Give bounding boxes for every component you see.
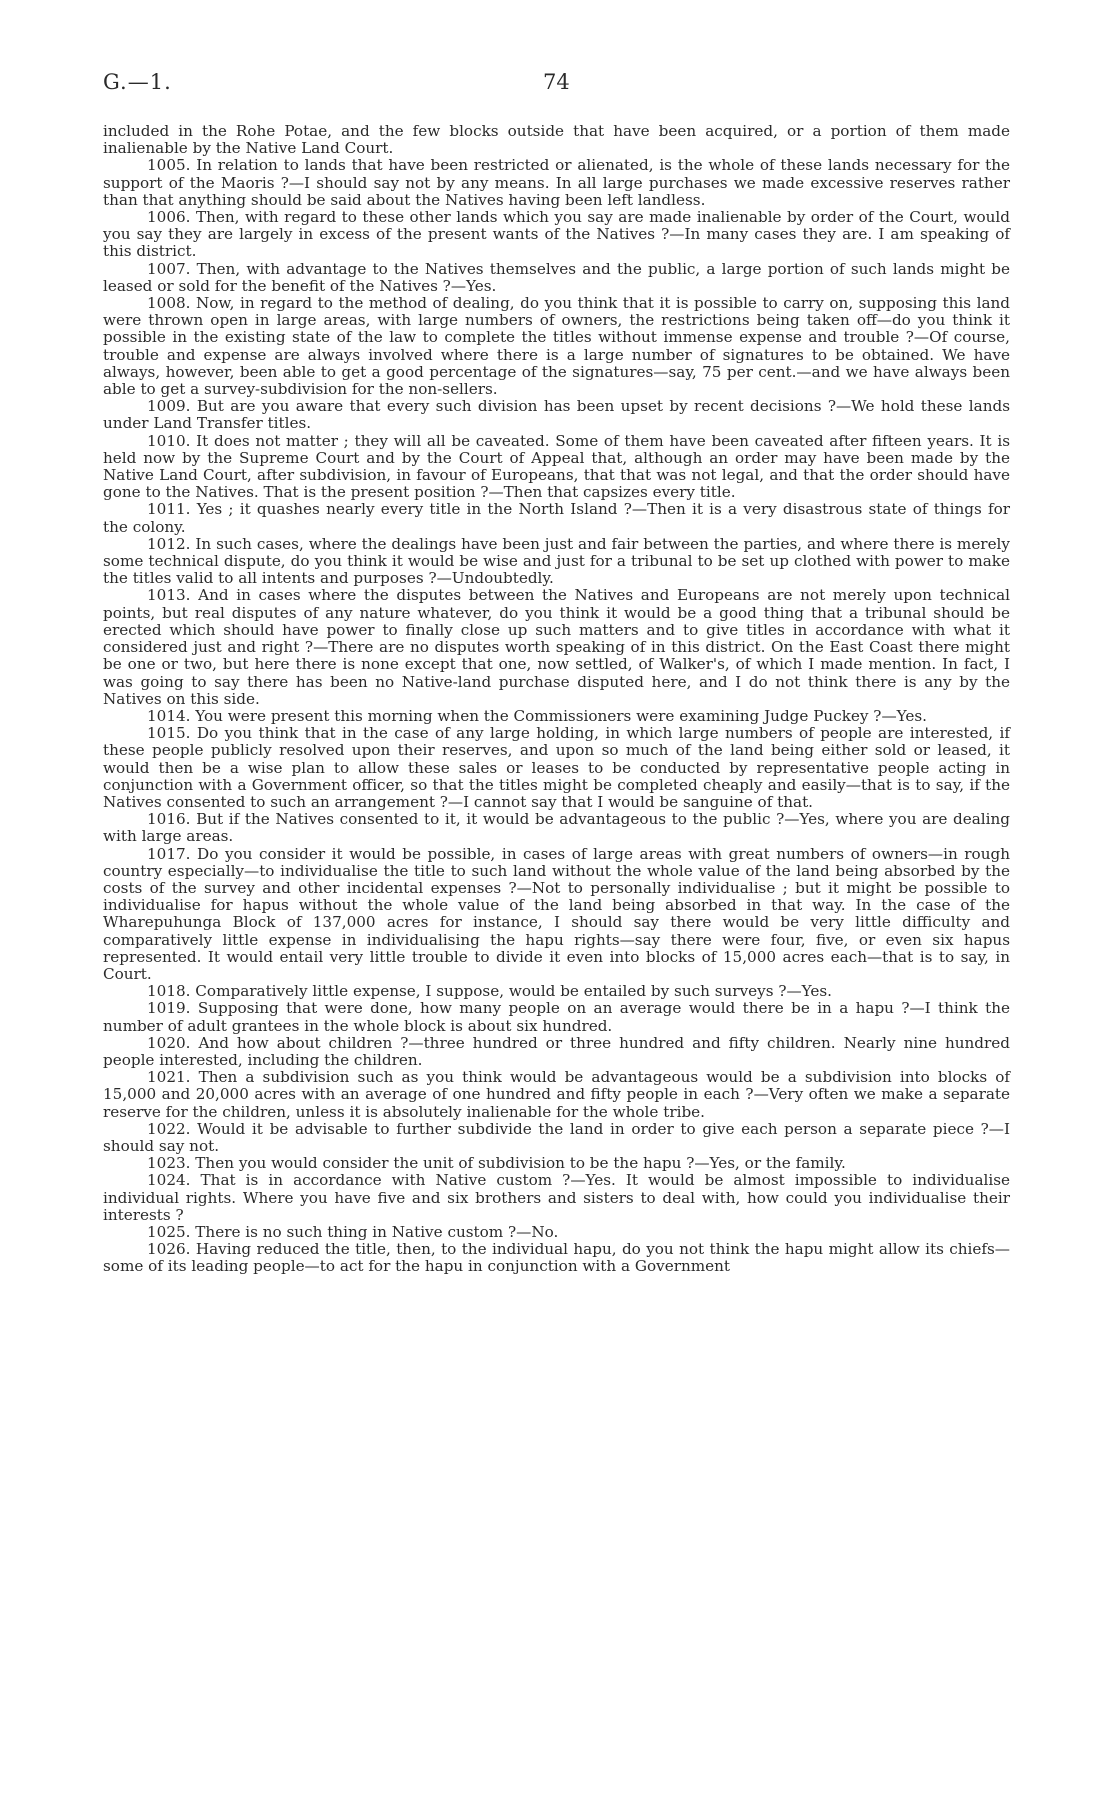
- page-number: 74: [543, 70, 570, 94]
- paragraph-1013: 1013. And in cases where the disputes between the Natives and Europeans are not merely upon technical points, but real disputes of any nature whatever, do you think it would be a good thing that a tribunal should be erected which should have power to finally close up such matters and to give titles in accordance with what it considered just and right ?—There are no disputes worth speaking of in this district. On the East Coast there might be one or two, but here there is none except that one, now settled, of Walker's, of which I made mention. In fact, I was going to say there has been no Native-land purchase disputed here, and I do not think there is any by the Natives on this side.: [103, 586, 1010, 708]
- paragraph-1010: 1010. It does not matter ; they will all be caveated. Some of them have been caveated after fifteen years. It is held now by the Supreme Court and by the Court of Appeal that, although an order may have been made by the Native Land Court, after subdivision, in favour of Europeans, that that was not legal, and that the order should have gone to the Natives. That is the present position ?—Then that capsizes every title.: [103, 431, 1010, 502]
- paragraph-1005: 1005. In relation to lands that have been restricted or alienated, is the whole of these lands necessary for the support of the Maoris ?—I should say not by any means. In all large purchases we made excessive reserves rather than that anything should be said about the Natives having been left landless.: [103, 156, 1010, 209]
- paragraph-1018: 1018. Comparatively little expense, I suppose, would be entailed by such surveys ?—Yes.: [147, 982, 832, 1001]
- page-header: [103, 60, 1010, 116]
- paragraph-1021: 1021. Then a subdivision such as you think would be advantageous would be a subdivision into blocks of 15,000 and 20,000 acres with an average of one hundred and fifty people in each ?—Very often we make a separate reserve for the children, unless it is absolutely inalienable for the whole tribe.: [103, 1068, 1010, 1121]
- paragraph-1007: 1007. Then, with advantage to the Natives themselves and the public, a large portion of such lands might be leased or sold for the benefit of the Natives ?—Yes.: [103, 259, 1010, 295]
- paragraph-1009: 1009. But are you aware that every such division has been upset by recent decisions ?—We hold these lands under Land Transfer titles.: [103, 397, 1010, 433]
- paragraph-1012: 1012. In such cases, where the dealings have been just and fair between the parties, and where there is merely some technical dispute, do you think it would be wise and just for a tribunal to be set up clothed with power to make the titles valid to all intents and purposes ?—Undoubtedly.: [103, 534, 1010, 588]
- paragraph-1025: 1025. There is no such thing in Native custom ?—No.: [147, 1223, 559, 1241]
- paragraph-continuation: included in the Rohe Potae, and the few blocks outside that have been acquired, or a portion of them made inalienable by the Native Land Court.: [103, 122, 1010, 158]
- document-reference: G.—1.: [103, 70, 172, 94]
- paragraph-1024: 1024. That is in accordance with Native custom ?—Yes. It would be almost impossible to individualise individual rights. Where you have five and six brothers and sisters to deal with, how could you individualise their interests ?: [103, 1171, 1010, 1224]
- paragraph-1017: 1017. Do you consider it would be possible, in cases of large areas with great numbers of owners—in rough country especially—to individualise the title to such land without the whole value of the land being absorbed by the costs of the survey and other incidental expenses ?—Not to personally individualise ; but it might be possible to individualise for hapus without the whole value of the land being absorbed in that way. In the case of the Wharepuhunga Block of 137,000 acres for instance, I should say there would be very little difficulty and comparatively little expense in individualising the hapu rights—say there were four, five, or even six hapus represented. It would entail very little trouble to divide it even into blocks of 15,000 acres each—that is to say, in Court.: [103, 844, 1010, 983]
- paragraph-1020: 1020. And how about children ?—three hundred or three hundred and fifty children. Nearly nine hundred people interested, including the children.: [103, 1033, 1010, 1069]
- paragraph-1022: 1022. Would it be advisable to further subdivide the land in order to give each person a separate piece ?—I should say not.: [103, 1119, 1010, 1155]
- body-text: [103, 123, 1010, 1276]
- document-page: [103, 60, 1010, 1276]
- paragraph-1006: 1006. Then, with regard to these other lands which you say are made inalienable by order of the Court, would you say they are largely in excess of the present wants of the Natives ?—In many cases they are. I am speaking of this district.: [103, 208, 1010, 261]
- paragraph-1008: 1008. Now, in regard to the method of dealing, do you think that it is possible to carry on, supposing this land were thrown open in large areas, with large numbers of owners, the restrictions being taken off—do you think it possible in the existing state of the law to complete the titles without immense expense and trouble ?—Of course, trouble and expense are always involved where there is a large number of signatures to be obtained. We have always, however, been able to get a good percentage of the signatures—say, 75 per cent.—and we have always been able to get a survey-subdivision for the non-sellers.: [103, 294, 1010, 399]
- paragraph-1016: 1016. But if the Natives consented to it, it would be advantageous to the public ?—Yes, where you are dealing with large areas.: [103, 810, 1010, 846]
- paragraph-1015: 1015. Do you think that in the case of any large holding, in which large numbers of people are interested, if these people publicly resolved upon their reserves, and upon so much of the land being either sold or leased, it would then be a wise plan to allow these sales or leases to be conducted by representative people acting in conjunction with a Government officer, so that the titles might be completed cheaply and easily—that is to say, if the Natives consented to such an arrangement ?—I cannot say that I would be sanguine of that.: [103, 724, 1010, 811]
- paragraph-1014: 1014. You were present this morning when the Commissioners were examining Judge Puckey ?—Yes.: [147, 706, 927, 725]
- paragraph-1023: 1023. Then you would consider the unit of subdivision to be the hapu ?—Yes, or the family.: [147, 1154, 846, 1173]
- paragraph-1026: 1026. Having reduced the title, then, to the individual hapu, do you not think the hapu might allow its chiefs—some of its leading people—to act for the hapu in conjunction with a Government: [103, 1240, 1010, 1276]
- paragraph-1019: 1019. Supposing that were done, how many people on an average would there be in a hapu ?—I think the number of adult grantees in the whole block is about six hundred.: [103, 999, 1010, 1035]
- paragraph-1011: 1011. Yes ; it quashes nearly every title in the North Island ?—Then it is a very disastrous state of things for the colony.: [103, 500, 1010, 536]
